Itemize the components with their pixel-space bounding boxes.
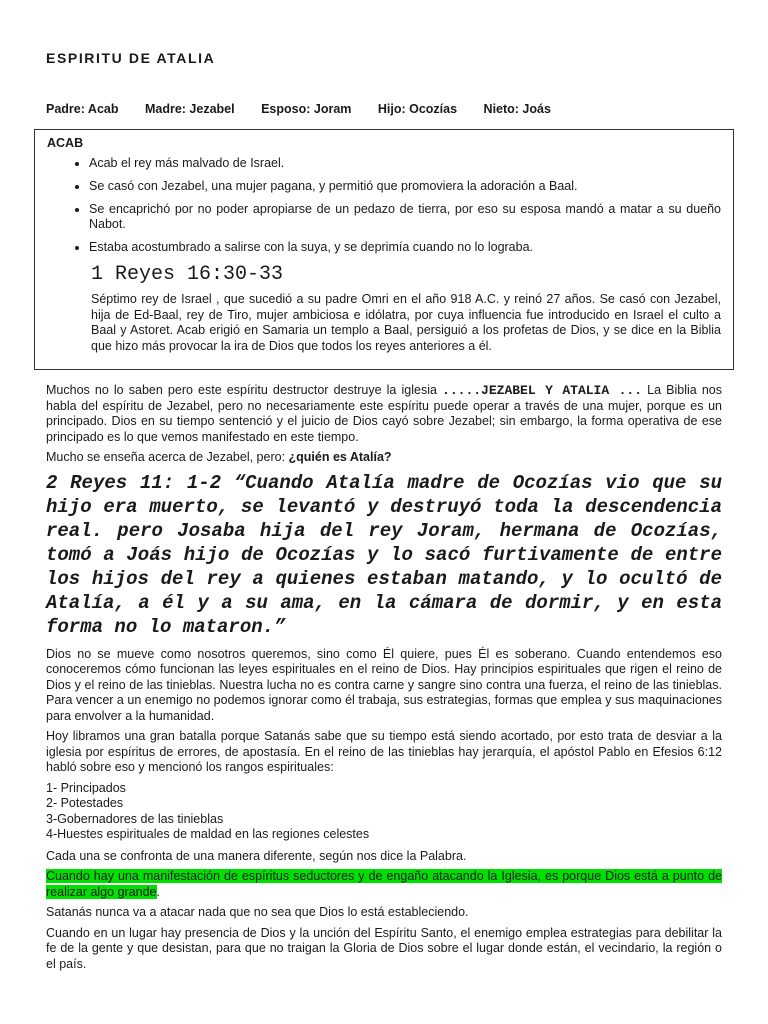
list-item: • Se encaprichó por no poder apropiarse de un pedazo de tierra, por eso su esposa mandó a matar a su dueño Nabot. — [89, 202, 721, 232]
list-item: • Acab el rey más malvado de Israel. — [89, 156, 721, 171]
paragraph-confront: Cada una se confronta de una manera diferente, según nos dice la Palabra. — [46, 848, 467, 863]
family-mother: Madre: Jezabel — [144, 102, 235, 116]
list-item: 1- Principados — [46, 780, 126, 795]
verse-quote: 2 Reyes 11: 1-2 “Cuando Atalía madre de Ocozías vio que su hijo era muerto, se levantó y destruyó toda la descendencia real. pero Josaba hija del rey Joram, hermana de Ocozías, tomó a Joás hijo de Ocozías y lo sacó furtivamente de entre los hijos del rey a quienes estaban matando, y lo ocultó de Atalía, a él y a su ama, en la cámara de dormir, y en esta forma no lo mataron.” — [46, 471, 722, 638]
document-body — [46, 383, 722, 977]
acab-box — [34, 129, 734, 370]
box-paragraph: Séptimo rey de Israel , que sucedió a su padre Omri en el año 918 A.C. y reinó 27 años. Se casó con Jezabel, hija de Ed-Baal, rey de Tiro, mujer ambiciosa e idólatra, por cuya influencia fue introducido en Israel el culto a Baal y Astoret. Acab erigió en Samaria un templo a Baal, persiguió a los profetas de Dios, y se dice en la Biblia que hizo más provocar la ira de Dios que todos los reyes anteriores a él. — [91, 292, 721, 353]
list-item: 4-Huestes espirituales de maldad en las regiones celestes — [46, 827, 370, 841]
ranks-list — [46, 781, 722, 843]
list-item: • Se casó con Jezabel, una mujer pagana, y permitió que promoviera la adoración a Baal. — [89, 179, 721, 194]
question-bold: ¿quién es Atalía? — [288, 450, 392, 464]
family-son: Hijo: Ocozías — [377, 102, 458, 116]
intro-emphasis: .....JEZABEL Y ATALIA ... — [442, 383, 643, 398]
list-item: 3-Gobernadores de las tinieblas — [46, 811, 224, 826]
highlight-end: . — [156, 884, 160, 899]
list-item: 2- Potestades — [46, 796, 124, 810]
family-husband: Esposo: Joram — [261, 102, 352, 116]
paragraph-presence: Cuando en un lugar hay presencia de Dios y la unción del Espíritu Santo, el enemigo emplea estrategias para debilitar la fe de la gente y que desistan, para que no traigan la Gloria de Dios sobre el lugar donde están, el vecindario, la región o el país. — [46, 925, 722, 971]
family-father: Padre: Acab — [46, 102, 119, 116]
paragraph-intro — [46, 383, 722, 445]
list-item: • Estaba acostumbrado a salirse con la suya, y se deprimía cuando no lo lograba. — [89, 240, 721, 255]
question-text: Mucho se enseña acerca de Jezabel, pero: — [46, 450, 289, 464]
paragraph-sovereign: Dios no se mueve como nosotros queremos, sino como Él quiere, pues Él es soberano. Cuando entendemos eso conoceremos cómo funcionan las leyes espirituales en el reino de Dios. Hay principios espirituales que rigen el reino de Dios y el reino de las tinieblas. Nuestra lucha no es contra carne y sangre sino contra una fuerza, el reino de las tinieblas. Para vencer a un enemigo no podemos ignorar como él trabaja, sus estrategias, formas que emplea y sus maquinaciones para envolver a la humanidad. — [46, 646, 722, 723]
highlighted-text: Cuando hay una manifestación de espíritus seductores y de engaño atacando la Iglesia, es porque Dios está a punto de realizar algo grande — [46, 869, 722, 899]
paragraph-satan: Satanás nunca va a atacar nada que no sea que Dios lo está estableciendo. — [46, 905, 469, 919]
paragraph-battle: Hoy libramos una gran batalla porque Satanás sabe que su tiempo está siendo acortado, por esto trata de desviar a la iglesia por espíritus de errores, de apostasía. En el reino de las tinieblas hay jerarquía, el apóstol Pablo en Efesios 6:12 habló sobre eso y mencionó los rangos espirituales: — [46, 729, 722, 774]
document-title: ESPIRITU DE ATALIA — [46, 50, 216, 66]
acab-bullet-list — [47, 156, 721, 255]
paragraph-question — [46, 450, 722, 466]
intro-rest: La Biblia nos habla del espíritu de Jezabel, pero no necesariamente este espíritu puede operar a través de una mujer, porque es un principado. Dios en su tiempo sentenció y el juicio de Dios cayó sobre Jezabel; sin embargo, la forma operativa de ese principado es lo que vemos manifestado en este tiempo. — [46, 383, 722, 444]
family-line — [46, 102, 551, 116]
family-grandson: Nieto: Joás — [483, 102, 551, 116]
box-title: ACAB — [47, 136, 84, 150]
bible-reference: 1 Reyes 16:30-33 — [91, 263, 284, 286]
intro-text: Muchos no lo saben pero este espíritu destructor destruye la iglesia — [46, 383, 443, 397]
paragraph-highlight — [46, 869, 722, 900]
